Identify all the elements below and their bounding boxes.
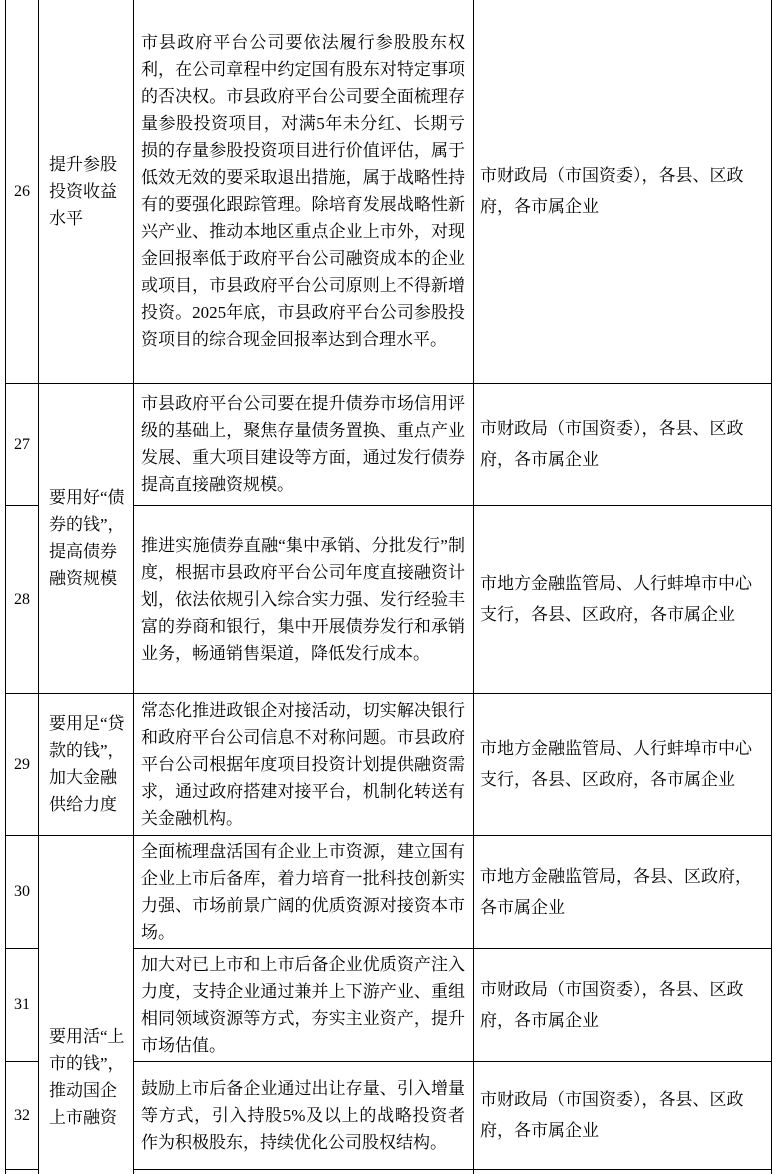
row-number-cell: 28 (6, 505, 39, 693)
responsible-cell: 市地方金融监管局、人行蚌埠市中心支行，各县、区政府，各市属企业 (474, 505, 772, 693)
row-number-cell: 26 (6, 0, 39, 383)
policy-task-table (5, 0, 772, 1174)
content-cell: 推进实施债券直融“集中承销、分批发行”制度，根据市县政府平台公司年度直接融资计划，依法依规引入综合实力强、发行经验丰富的券商和银行，集中开展债券发行和承销业务，畅通销售渠道，降低发行成本。 (134, 505, 474, 693)
category-cell: 要用活“上市的钱”，推动国企上市融资 (39, 835, 134, 1174)
responsible-cell: 市财政局（市国资委），各县、区政府，各市属企业 (474, 0, 772, 383)
content-cell: 市县政府平台公司要依法履行参股股东权利，在公司章程中约定国有股东对特定事项的否决权。市县政府平台公司要全面梳理存量参股投资项目，对满5年未分红、长期亏损的存量参股投资项目进行价值评估，属于低效无效的要采取退出措施，属于战略性持有的要强化跟踪管理。除培育发展战略性新兴产业、推动本地区重点企业上市外，对现金回报率低于政府平台公司融资成本的企业或项目，市县政府平台公司原则上不得新增投资。2025年底，市县政府平台公司参股投资项目的综合现金回报率达到合理水平。 (134, 0, 474, 383)
responsible-cell: 市财政局（市国资委），各县、区政府，各市属企业 (474, 383, 772, 505)
category-cell: 提升参股投资收益水平 (39, 0, 134, 383)
table-row-26 (6, 0, 772, 383)
content-cell: 鼓励上市后备企业通过出让存量、引入增量等方式，引入持股5%及以上的战略投资者作为积极股东，持续优化公司股权结构。 (134, 1061, 474, 1169)
content-cell: 加大对已上市和上市后备企业优质资产注入力度，支持企业通过兼并上下游产业、重组相同领域资源等方式，夯实主业资产，提升市场估值。 (134, 948, 474, 1061)
responsible-cell: 市财政局（市国资委），各县、区政府，各市属企业 (474, 1061, 772, 1169)
row-number-cell: 31 (6, 948, 39, 1061)
row-number-cell (6, 1169, 39, 1174)
responsible-cell: 市财政局（市国资委），各县、区政府，各市属企业 (474, 948, 772, 1061)
content-cell: 全面梳理盘活国有企业上市资源，建立国有企业上市后备库，着力培育一批科技创新实力强、市场前景广阔的优质资源对接资本市场。 (134, 835, 474, 948)
table-row-30 (6, 835, 772, 948)
responsible-cell (474, 1169, 772, 1174)
category-cell: 要用好“债券的钱”，提高债券融资规模 (39, 383, 134, 693)
table-row-29 (6, 693, 772, 835)
responsible-cell: 市地方金融监管局、人行蚌埠市中心支行，各县、区政府，各市属企业 (474, 693, 772, 835)
content-cell: 常态化推进政银企对接活动，切实解决银行和政府平台公司信息不对称问题。市县政府平台公司根据年度项目投资计划提供融资需求，通过政府搭建对接平台，机制化转送有关金融机构。 (134, 693, 474, 835)
row-number-cell: 30 (6, 835, 39, 948)
table-row-27 (6, 383, 772, 505)
row-number-cell: 27 (6, 383, 39, 505)
category-cell: 要用足“贷款的钱”，加大金融供给力度 (39, 693, 134, 835)
content-cell (134, 1169, 474, 1174)
content-cell: 市县政府平台公司要在提升债券市场信用评级的基础上，聚焦存量债务置换、重点产业发展、重大项目建设等方面，通过发行债券提高直接融资规模。 (134, 383, 474, 505)
row-number-cell: 32 (6, 1061, 39, 1169)
responsible-cell: 市地方金融监管局，各县、区政府，各市属企业 (474, 835, 772, 948)
row-number-cell: 29 (6, 693, 39, 835)
